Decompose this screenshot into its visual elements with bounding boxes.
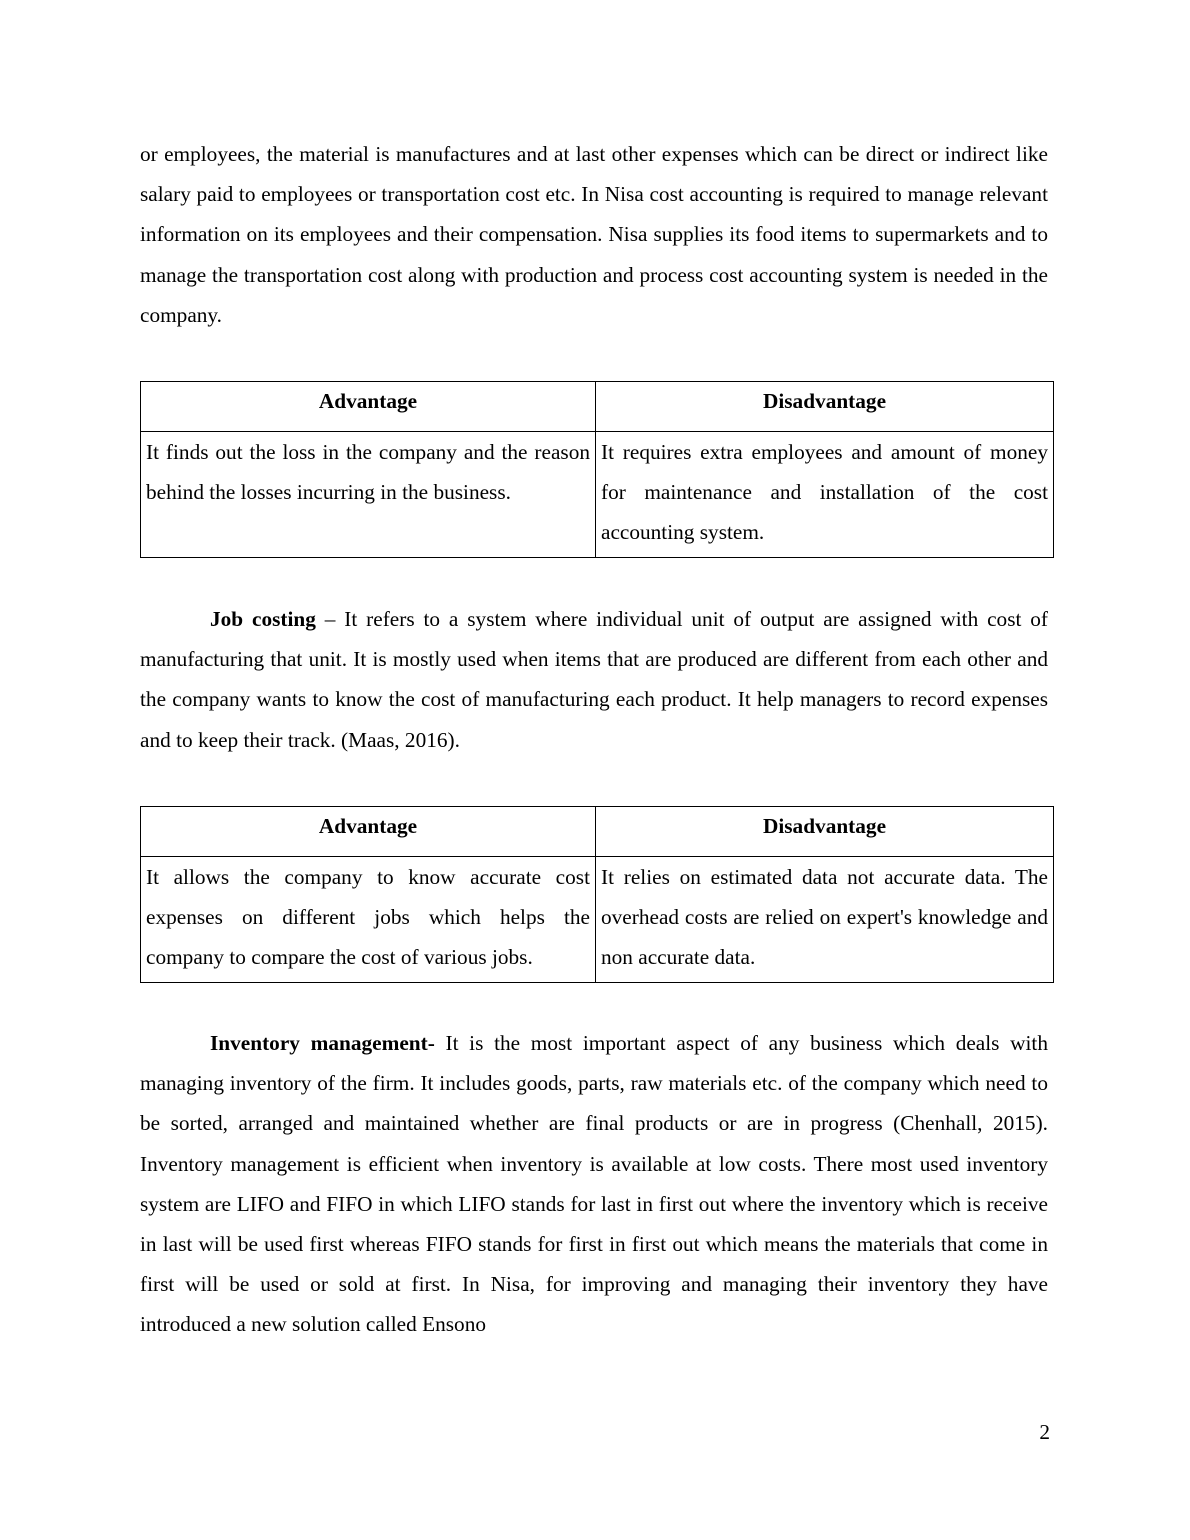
table-header-row [141, 382, 1054, 432]
inventory-management-text: It is the most important aspect of any business which deals with managing inventory of the firm. It includes goods, parts, raw materials etc. of the company which need to be sorted, arranged and maintained whether are final products or are in progress (Chenhall, 2015). Inventory management is efficient when inventory is available at low costs. There most used inventory system are LIFO and FIFO in which LIFO stands for last in first out where the inventory which is receive in last will be used first whereas FIFO stands for first in first out which means the materials that come in first will be used or sold at first. In Nisa, for improving and managing their inventory they have introduced a new solution called Ensono [140, 1031, 1048, 1337]
inventory-management-paragraph [140, 1023, 1048, 1345]
advantage-cell: It finds out the loss in the company and the reason behind the losses incurring in the business. [141, 432, 596, 558]
table-row [141, 432, 1054, 558]
advantage-header: Advantage [141, 382, 596, 432]
advantage-header: Advantage [141, 807, 596, 857]
job-costing-paragraph [140, 599, 1048, 760]
advantage-cell: It allows the company to know accurate cost expenses on different jobs which helps the company to compare the cost of various jobs. [141, 857, 596, 983]
table-header-row [141, 807, 1054, 857]
inventory-management-heading: Inventory management- [210, 1031, 435, 1055]
table-row [141, 857, 1054, 983]
disadvantage-header: Disadvantage [596, 807, 1054, 857]
disadvantage-cell: It relies on estimated data not accurate data. The overhead costs are relied on expert's knowledge and non accurate data. [596, 857, 1054, 983]
disadvantage-header: Disadvantage [596, 382, 1054, 432]
disadvantage-cell: It requires extra employees and amount of money for maintenance and installation of the cost accounting system. [596, 432, 1054, 558]
job-costing-text: It refers to a system where individual unit of output are assigned with cost of manufacturing that unit. It is mostly used when items that are produced are different from each other and the company wants to know the cost of manufacturing each product. It help managers to record expenses and to keep their track. (Maas, 2016). [140, 607, 1049, 752]
page-number: 2 [1039, 1420, 1050, 1444]
body-paragraph-cost-accounting: or employees, the material is manufactures and at last other expenses which can be direct or indirect like salary paid to employees or transportation cost etc. In Nisa cost accounting is required to manage relevant information on its employees and their compensation. Nisa supplies its food items to supermarkets and to manage the transportation cost along with production and process cost accounting system is needed in the company. [140, 142, 1048, 327]
job-costing-heading: Job costing [210, 607, 316, 631]
job-costing-table [140, 806, 1054, 983]
job-costing-separator: – [315, 607, 345, 631]
cost-accounting-table [140, 381, 1054, 558]
